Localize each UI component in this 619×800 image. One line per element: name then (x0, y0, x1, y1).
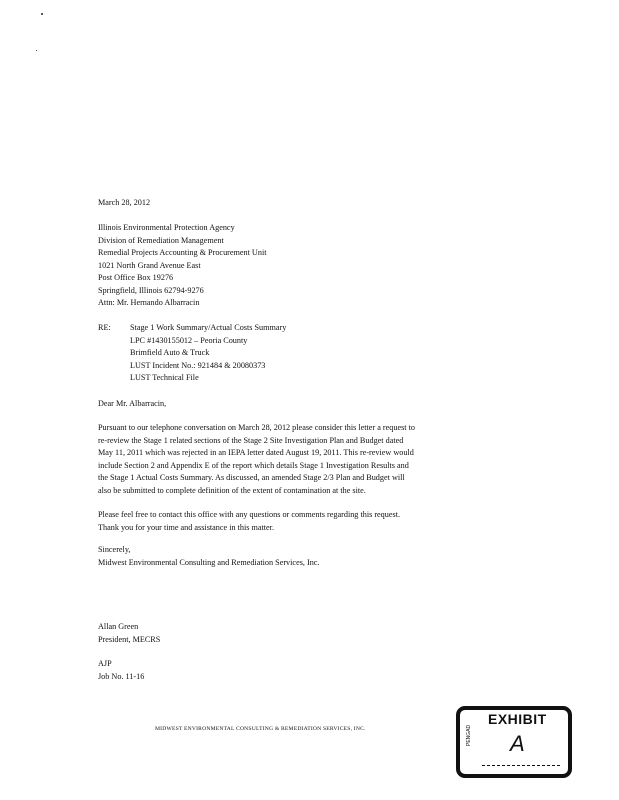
subject-block (130, 322, 286, 385)
address-line: 1021 North Grand Avenue East (98, 260, 201, 270)
body-line: May 11, 2011 which was rejected in an IEPA letter dated August 19, 2011. This re-review would (98, 448, 414, 457)
address-line: Post Office Box 19276 (98, 273, 174, 282)
subject-line: LPC #1430155012 – Peoria County (130, 335, 248, 345)
salutation: Dear Mr. Albarracin, (98, 399, 167, 408)
letter-date: March 28, 2012 (98, 198, 151, 207)
subject-line: Brimfield Auto & Truck (130, 348, 210, 357)
subject-line: LUST Technical File (130, 373, 199, 382)
body-line: Thank you for your time and assistance in this matter. (98, 522, 274, 532)
exhibit-side-text: PENGAD (466, 724, 472, 746)
closing-block (98, 544, 319, 569)
job-number: Job No. 11-16 (98, 671, 145, 681)
signer-name: Allan Green (98, 622, 139, 631)
body-line: re-review the Stage 1 related sections of the Stage 2 Site Investigation Plan and Budget dated (98, 435, 404, 445)
exhibit-underline (482, 765, 560, 766)
letterhead-footer: MIDWEST ENVIRONMENTAL CONSULTING & REMEDIATION SERVICES, INC. (155, 726, 366, 732)
scan-speck (36, 50, 37, 51)
scan-speck (41, 13, 43, 15)
exhibit-letter: A (510, 731, 525, 756)
company-name: Midwest Environmental Consulting and Remediation Services, Inc. (98, 557, 320, 567)
body-line: also be submitted to complete definition of the extent of contamination at the site. (98, 485, 366, 495)
body-line: Pursuant to our telephone conversation on March 28, 2012 please consider this letter a request to (98, 423, 415, 432)
address-line: Springfield, Illinois 62794-9276 (98, 285, 204, 295)
body-line: Please feel free to contact this office with any questions or comments regarding this request. (98, 510, 401, 519)
address-line: Division of Remediation Management (98, 235, 224, 245)
closing: Sincerely, (98, 545, 131, 554)
body-line: the Stage 1 Actual Costs Summary. As discussed, an amended Stage 2/3 Plan and Budget will (98, 473, 405, 482)
signer-title: President, MECRS (98, 634, 161, 644)
body-paragraph (98, 422, 518, 497)
initials: AJP (98, 659, 112, 668)
address-line: Attn: Mr. Hernando Albarracin (98, 298, 200, 307)
subject-line: Stage 1 Work Summary/Actual Costs Summary (130, 323, 287, 332)
exhibit-sticker (456, 706, 572, 778)
exhibit-title: EXHIBIT (488, 711, 547, 727)
subject-line: LUST Incident No.: 921484 & 20080373 (130, 360, 266, 370)
re-label: RE: (98, 323, 111, 332)
address-line: Remedial Projects Accounting & Procurement Unit (98, 248, 267, 257)
reference-block (98, 658, 144, 683)
signature-block (98, 621, 160, 646)
address-line: Illinois Environmental Protection Agency (98, 223, 235, 232)
body-line: include Section 2 and Appendix E of the report which details Stage 1 Investigation Results and (98, 460, 409, 470)
body-paragraph (98, 509, 518, 534)
recipient-address (98, 222, 267, 310)
